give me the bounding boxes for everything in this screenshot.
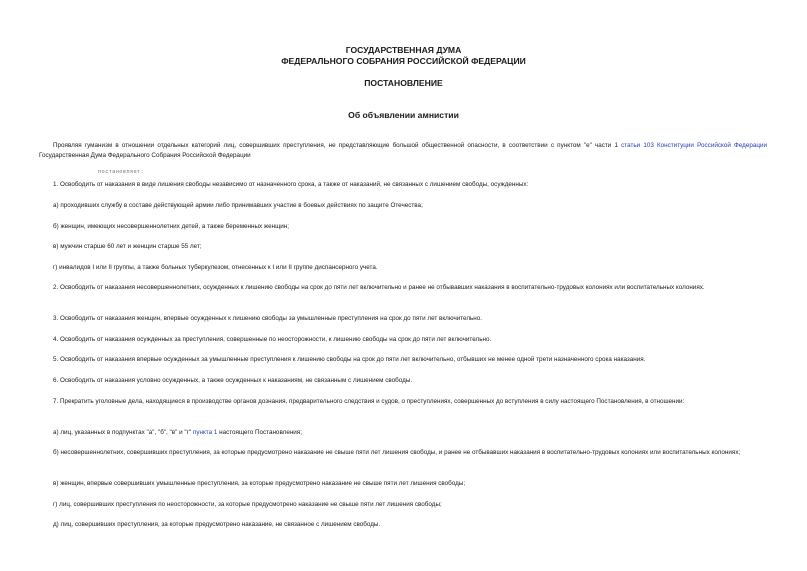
paragraph-7: 7. Прекратить уголовные дела, находящиеся в производстве органов дознания, предварительного следствия и судов, о преступлениях, совершенных до вступления в силу настоящего Постановления, в отношении:	[53, 398, 685, 405]
point-1-link[interactable]: пункта 1	[192, 429, 218, 436]
paragraph-1: 1. Освободить от наказания в виде лишения свободы независимо от назначенного срока, а также от наказаний, не связанных с лишением свободы, осужденных:	[53, 181, 529, 188]
document-title: Об объявлении амнистии	[348, 110, 459, 120]
document-type: ПОСТАНОВЛЕНИЕ	[364, 78, 443, 88]
paragraph-7b: б) несовершеннолетних, совершивших преступления, за которые предусмотрено наказание не свыше пяти лет лишения свободы, и ранее не отбывавших наказания в воспитательно-трудовых колониях или воспитательных колониях;	[53, 449, 741, 456]
paragraph-7a-text-after: настоящего Постановления;	[217, 429, 302, 436]
paragraph-7a	[39, 428, 767, 438]
org-name-line2: ФЕДЕРАЛЬНОГО СОБРАНИЯ РОССИЙСКОЙ ФЕДЕРАЦИИ	[281, 56, 526, 66]
paragraph-7a-text-before: а) лиц, указанных в подпунктах "а", "б", "в" и "г"	[53, 429, 193, 436]
paragraph-1b: б) женщин, имеющих несовершеннолетних детей, а также беременных женщин;	[53, 223, 290, 230]
paragraph-1c: в) мужчин старше 60 лет и женщин старше 55 лет;	[53, 243, 202, 250]
paragraph-1d: г) инвалидов I или II группы, а также больных туберкулезом, отнесенных к I или II группе диспансерного учета.	[53, 264, 378, 271]
preamble-paragraph	[39, 141, 767, 160]
paragraph-5: 5. Освободить от наказания впервые осужденных за умышленные преступления к лишению свободы на срок до пяти лет включительно, отбывших не менее одной трети назначенного срока наказания.	[53, 356, 646, 363]
paragraph-2: 2. Освободить от наказания несовершеннолетних, осужденных к лишению свободы на срок до пяти лет включительно и ранее не отбывавших наказания в воспитательно-трудовых колониях или воспитательных колониях.	[53, 284, 705, 291]
preamble-text-before: Проявляя гуманизм в отношении отдельных категорий лиц, совершивших преступления, не представляющие большой общественной опасности, в соответствии с пунктом "е" части 1	[53, 142, 622, 149]
org-name-line1: ГОСУДАРСТВЕННАЯ ДУМА	[345, 45, 462, 55]
preamble-text-after: Государственная Дума Федерального Собрания Российской Федерации	[39, 151, 251, 159]
paragraph-7d: г) лиц, совершивших преступления по неосторожности, за которые предусмотрено наказание не свыше пяти лет лишения свободы;	[53, 501, 442, 508]
paragraph-3: 3. Освободить от наказания женщин, впервые осужденных к лишению свободы за умышленные преступления на срок до пяти лет включительно.	[53, 315, 483, 322]
paragraph-6: 6. Освободить от наказания условно осужденных, а также осужденных к наказаниям, не связанным с лишением свободы.	[53, 377, 413, 384]
resolves-stamp: постановляет:	[98, 169, 145, 175]
paragraph-7e: д) лиц, совершивших преступления, за которые предусмотрено наказание, не связанное с лишением свободы.	[53, 521, 381, 528]
constitution-article-link[interactable]: статьи 103 Конституции Российской Федерации	[621, 142, 767, 149]
paragraph-7c: в) женщин, впервые совершивших умышленные преступления, за которые предусмотрено наказание не свыше пяти лет лишения свободы;	[53, 480, 466, 487]
paragraph-1a: а) проходивших службу в составе действующей армии либо принимавших участие в боевых действиях по защите Отечества;	[53, 202, 423, 209]
paragraph-4: 4. Освободить от наказания осужденных за преступления, совершенные по неосторожности, к лишению свободы на срок до пяти лет включительно.	[53, 336, 492, 343]
